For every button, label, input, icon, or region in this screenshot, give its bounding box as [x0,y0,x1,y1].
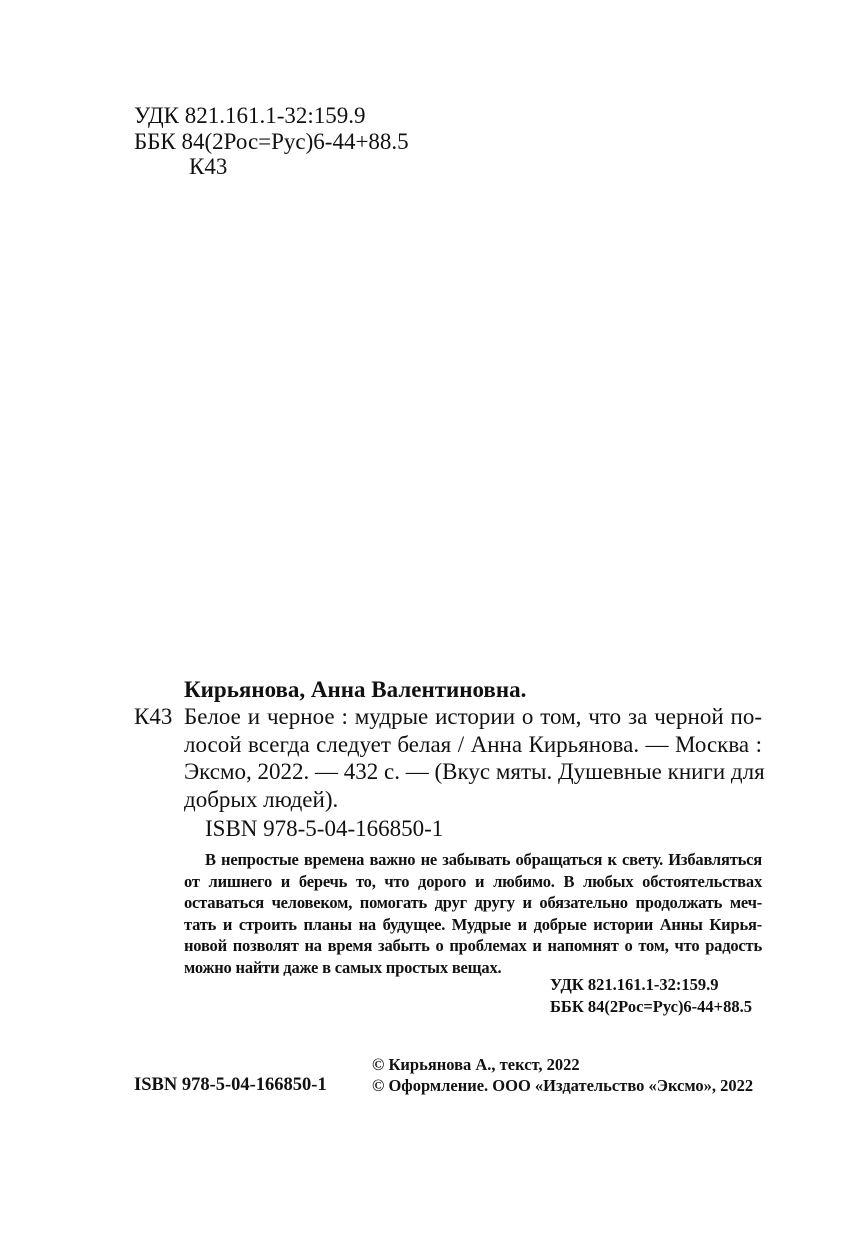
description-line: Белое и черное : мудрые истории о том, что за черной по- [184,704,762,729]
annotation-line: тать и строить планы на будущее. Мудрые и добрые истории Анны Кирья- [184,914,762,934]
annotation-line: оставаться человеком, помогать друг другу и обязательно продолжать меч- [184,893,762,912]
annotation-line: от лишнего и беречь то, что дорого и любимо. В любых обстоятельствах [184,871,762,891]
classification-bbk: ББК 84(2Рос=Рус)6-44+88.5 [550,997,752,1016]
description-line: Эксмо, 2022. — 432 с. — (Вкус мяты. Душевные книги для [184,759,765,784]
annotation [184,849,762,978]
copyright-design: © Оформление. ООО «Издательство «Эксмо», 2022 [372,1076,754,1095]
annotation-line: В непростые времена важно не забывать обращаться к свету. Избавляться [205,850,762,869]
annotation-line: новой позволят на время забыть о проблемах и напомнят о том, что радость [184,936,762,955]
copyright-text: © Кирьянова А., текст, 2022 [372,1055,580,1074]
header-author-mark: К43 [189,154,228,179]
header-bbk: ББК 84(2Рос=Рус)6-44+88.5 [134,129,409,154]
description-line: лосой всегда следует белая / Анна Кирьянова. — Москва : [184,731,762,757]
annotation-line: можно найти даже в самых простых вещах. [184,957,502,977]
description-line: добрых людей). [184,786,339,812]
bibliographic-description [184,703,765,813]
record-isbn: ISBN 978-5-04-166850-1 [205,816,444,841]
classification-udk: УДК 821.161.1-32:159.9 [550,975,719,994]
record-author-mark: К43 [134,704,173,729]
header-udk: УДК 821.161.1-32:159.9 [134,103,366,128]
footer-isbn: ISBN 978-5-04-166850-1 [134,1075,327,1095]
author-heading: Кирьянова, Анна Валентиновна. [184,677,527,702]
